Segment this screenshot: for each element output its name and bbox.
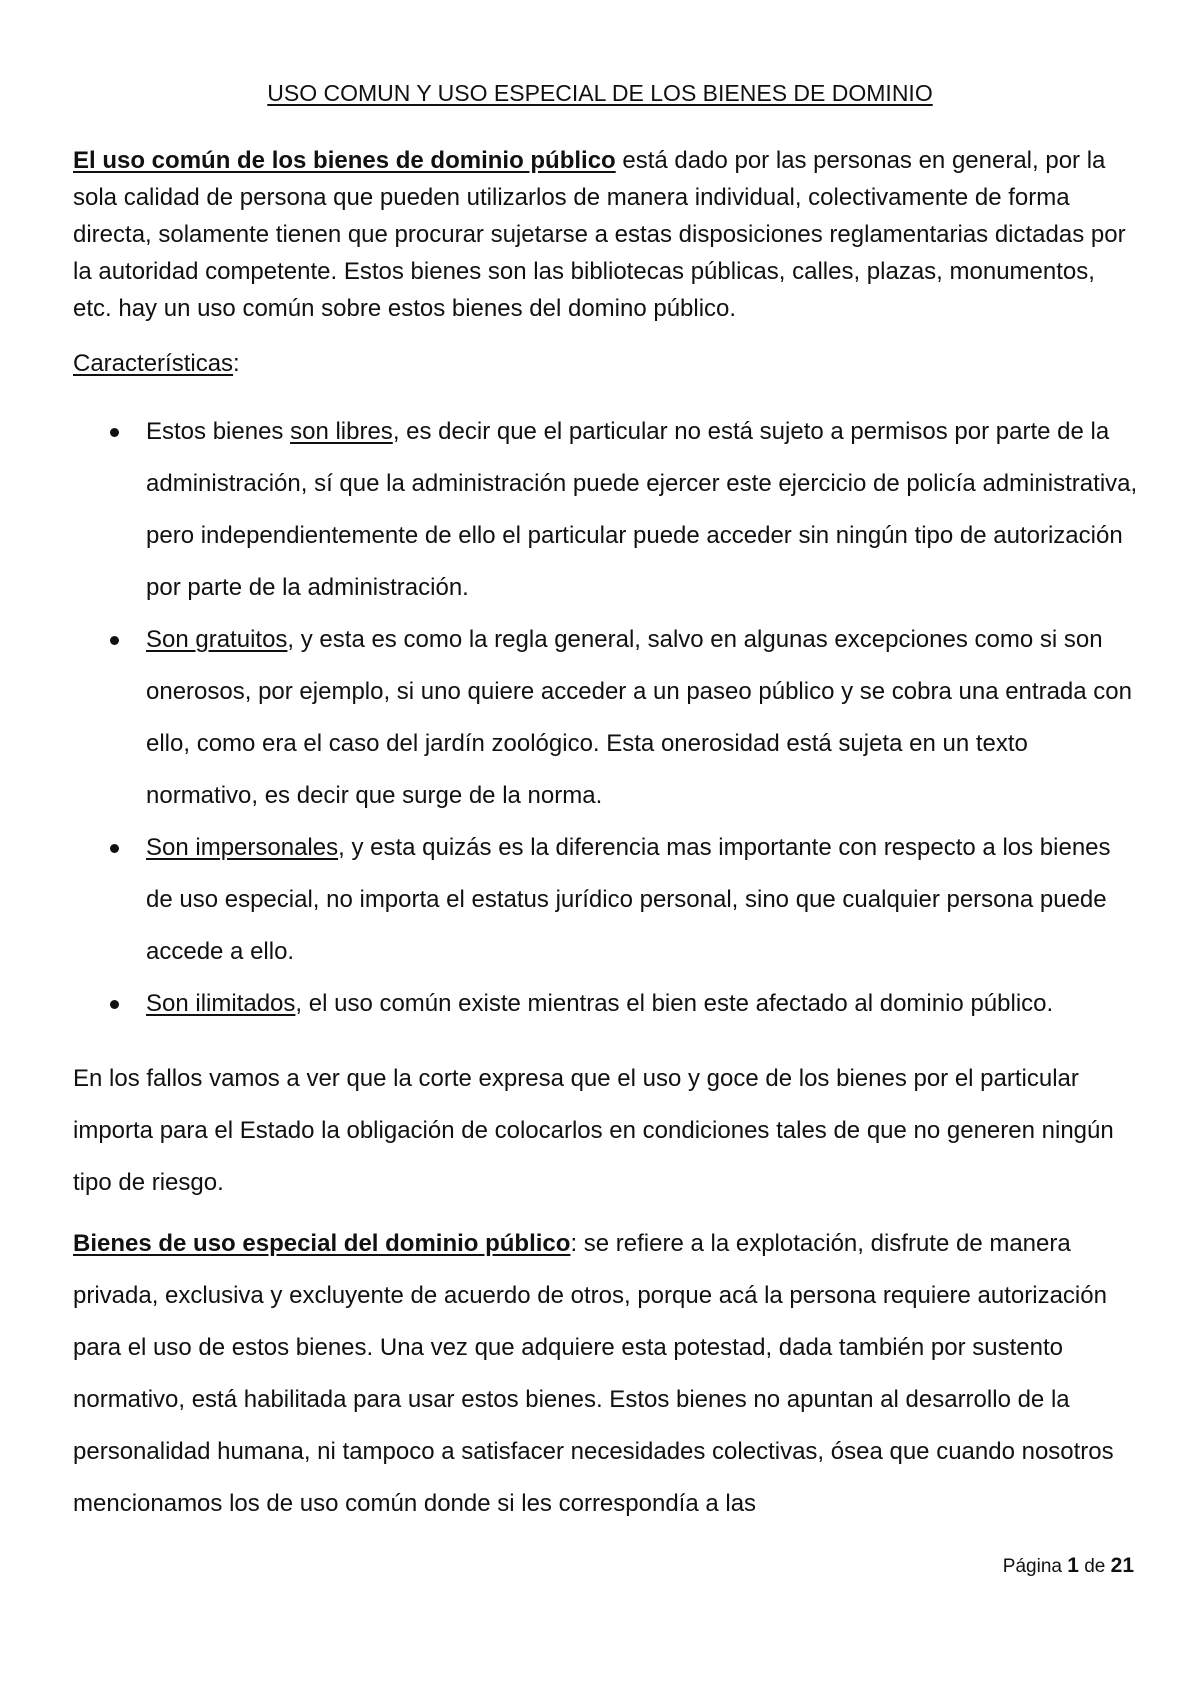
bullet-icon bbox=[110, 636, 119, 645]
especial-text: : se refiere a la explotación, disfrute de manera privada, exclusiva y excluyente de acuerdo de otros, porque acá la persona requiere autorización para el uso de estos bienes. Una vez que adquiere esta potestad, dada también por sustento normativo, está habilitada para usar estos bienes. Estos bienes no apuntan al desarrollo de la personalidad humana, ni tampoco a satisfacer necesidades colectivas, ósea que cuando nosotros mencionamos los de uso común donde si les correspondía a las bbox=[73, 1230, 1114, 1517]
bullet-term: Son gratuitos bbox=[146, 626, 288, 653]
page-number-footer bbox=[1003, 1554, 1134, 1579]
bullet-icon bbox=[110, 1000, 119, 1009]
bullet-text: , y esta quizás es la diferencia mas importante con respecto a los bienes de uso especial, no importa el estatus jurídico personal, sino que cualquier persona puede accede a ello. bbox=[146, 834, 1111, 965]
bullet-text: , y esta es como la regla general, salvo en algunas excepciones como si son onerosos, por ejemplo, si uno quiere acceder a un paseo público y se cobra una entrada con ello, como era el caso del jardín zoológico. Esta onerosidad está sujeta en un texto normativo, es decir que surge de la norma. bbox=[146, 626, 1132, 809]
fallos-paragraph: En los fallos vamos a ver que la corte expresa que el uso y goce de los bienes por el particular importa para el Estado la obligación de colocarlos en condiciones tales de que no generen ningún tipo de riesgo. bbox=[73, 1065, 1114, 1196]
bullet-text: , el uso común existe mientras el bien este afectado al dominio público. bbox=[295, 990, 1054, 1017]
characteristics-heading bbox=[73, 345, 1133, 382]
especial-term: Bienes de uso especial del dominio público bbox=[73, 1230, 571, 1257]
current-page-number: 1 bbox=[1067, 1554, 1079, 1577]
list-item bbox=[100, 822, 1140, 978]
bullet-lead: Estos bienes bbox=[146, 418, 291, 445]
bullet-text: , es decir que el particular no está sujeto a permisos por parte de la administración, sí que la administración puede ejercer este ejercicio de policía administrativa, pero independientemente de ello el particular puede acceder sin ningún tipo de autorización por parte de la administración. bbox=[146, 418, 1138, 601]
page-word: Página bbox=[1002, 1556, 1062, 1577]
bullet-term: Son ilimitados bbox=[146, 990, 296, 1017]
document-title: USO COMUN Y USO ESPECIAL DE LOS BIENES DE DOMINIO bbox=[267, 80, 933, 106]
bullet-icon bbox=[110, 428, 119, 437]
list-item bbox=[100, 978, 1140, 1030]
intro-term: El uso común de los bienes de dominio público bbox=[73, 147, 616, 174]
intro-text: está dado por las personas en general, por la sola calidad de persona que pueden utilizarlos de manera individual, colectivamente de forma directa, solamente tienen que procurar sujetarse a estas disposiciones reglamentarias dictadas por la autoridad competente. Estos bienes son las bibliotecas públicas, calles, plazas, monumentos, etc. hay un uso común sobre estos bienes del domino público. bbox=[73, 147, 1126, 322]
bullet-term: Son impersonales bbox=[146, 834, 339, 861]
characteristics-list bbox=[100, 406, 1140, 1030]
list-item bbox=[100, 406, 1140, 614]
bullet-icon bbox=[110, 844, 119, 853]
list-item bbox=[100, 614, 1140, 822]
characteristics-colon: : bbox=[233, 350, 240, 377]
of-word: de bbox=[1084, 1556, 1106, 1577]
intro-paragraph bbox=[73, 142, 1133, 327]
total-pages-number: 21 bbox=[1110, 1554, 1134, 1577]
bullet-term: son libres bbox=[290, 418, 393, 445]
characteristics-label: Características bbox=[73, 350, 234, 377]
especial-paragraph bbox=[73, 1218, 1133, 1530]
